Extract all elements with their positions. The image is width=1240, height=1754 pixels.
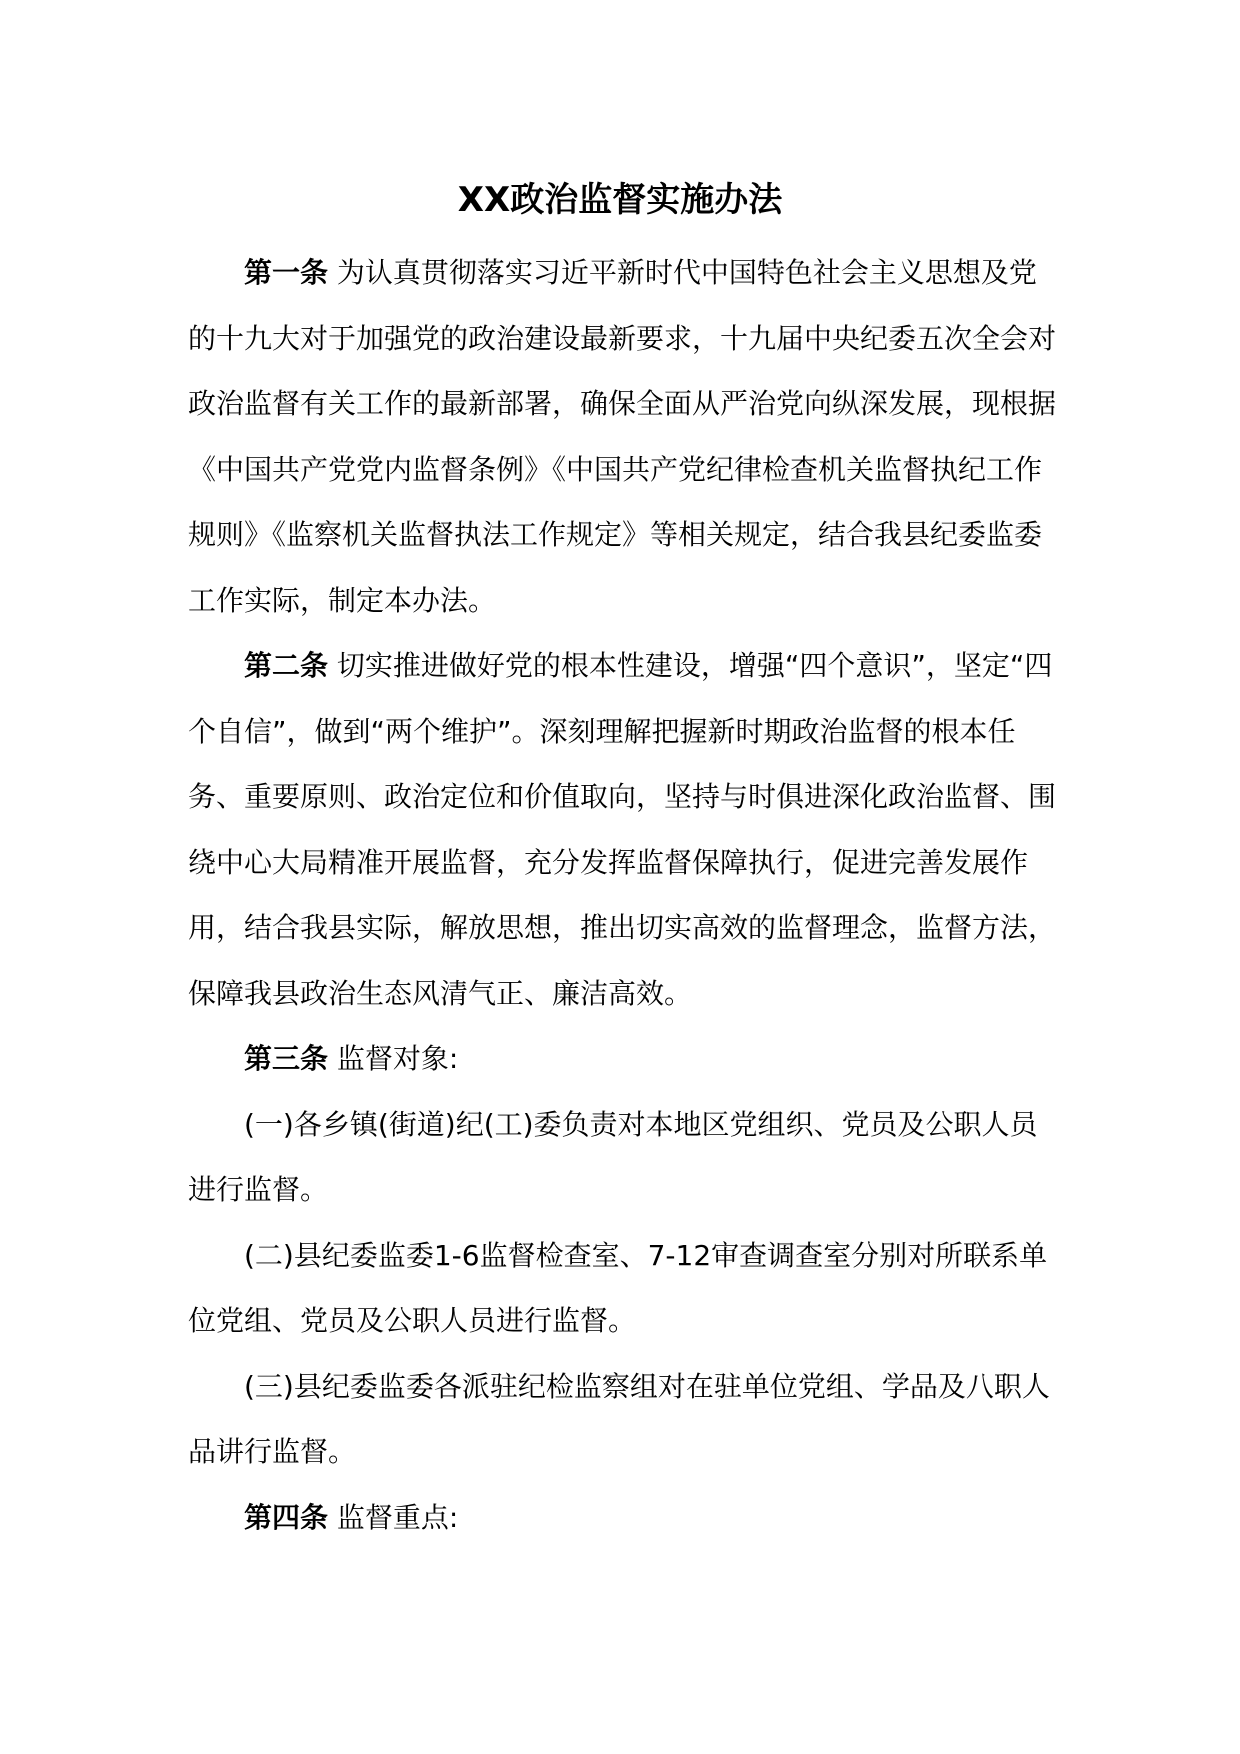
article-3-item-2: [188, 1223, 1056, 1354]
article-3-item-2-text: (二)县纪委监委1-6监督检查室、7-12审查调查室分别对所联系单位党组、党员及公职人员进行监督。: [188, 1238, 1048, 1337]
article-4-label: 第四条: [244, 1500, 329, 1534]
article-3-item-1: [188, 1092, 1056, 1223]
document-body: [188, 240, 1056, 1550]
article-3-item-1-text: (一)各乡镇(街道)纪(工)委负责对本地区党组织、党员及公职人员进行监督。: [188, 1107, 1038, 1206]
article-3-label: 第三条: [244, 1042, 329, 1075]
article-2-paragraph: [188, 633, 1056, 1026]
article-2-label: 第二条: [244, 649, 329, 682]
article-1-paragraph: [188, 240, 1056, 633]
article-4-text: 监督重点:: [328, 1500, 459, 1534]
article-4-paragraph: [188, 1485, 1056, 1551]
article-3-paragraph: [188, 1026, 1056, 1092]
article-1-label: 第一条: [244, 256, 329, 289]
article-3-item-3: [188, 1354, 1056, 1485]
article-1-text: 为认真贯彻落实习近平新时代中国特色社会主义思想及党的十九大对于加强党的政治建设最新要求，十九届中央纪委五次全会对政治监督有关工作的最新部署，确保全面从严治党向纵深发展，现根据《中国共产党党内监督条例》《中国共产党纪律检查机关监督执纪工作规则》《监察机关监督执法工作规定》等相关规定，结合我县纪委监委工作实际，制定本办法。: [188, 256, 1057, 617]
document-title: XX政治监督实施办法: [457, 180, 783, 220]
article-3-text: 监督对象:: [328, 1042, 459, 1075]
article-3-item-3-text: (三)县纪委监委各派驻纪检监察组对在驻单位党组、学品及八职人品讲行监督。: [188, 1369, 1050, 1468]
article-2-text: 切实推进做好党的根本性建设，增强“四个意识”，坚定“四个自信”，做到“两个维护”。深刻理解把握新时期政治监督的根本任务、重要原则、政治定位和价值取向，坚持与时俱进深化政治监督、围绕中心大局精准开展监督，充分发挥监督保障执行，促进完善发展作用，结合我县实际，解放思想，推出切实高效的监督理念，监督方法，保障我县政治生态风清气正、廉洁高效。: [188, 649, 1057, 1010]
